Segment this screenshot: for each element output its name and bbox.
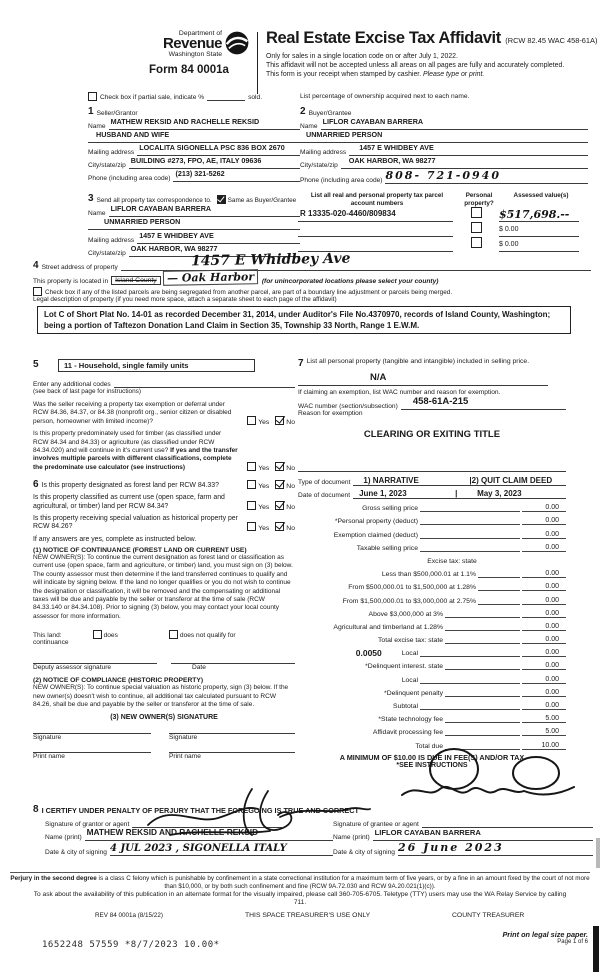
- tax-row-local: 0.0050 Local 0.00: [298, 644, 566, 657]
- grantor-signature-block: [33, 815, 333, 856]
- correspondence-section: [88, 192, 300, 257]
- notice1-title: (1) NOTICE OF CONTINUANCE (FOREST LAND OR CURRENT USE): [33, 546, 247, 554]
- date-of-document-label: Date of document: [298, 492, 351, 499]
- same-as-buyer-label: Same as Buyer/Grantee: [227, 197, 297, 204]
- seller-section-number: 1: [88, 106, 94, 117]
- personal-property-checkbox-2[interactable]: [471, 222, 482, 233]
- tax-row-total-due: Total due 10.00: [298, 736, 566, 749]
- type-of-document-label: Type of document: [298, 478, 351, 486]
- seller-city-label: City/state/zip: [88, 162, 126, 169]
- q1-yes-checkbox[interactable]: [247, 416, 256, 425]
- forest-land-question: 6 Is this property designated as forest land per RCW 84.33? Yes No: [33, 479, 295, 491]
- notice1-body: NEW OWNER(S): To continue the current designation as forest land or classification as current use (open space, farm and agriculture, or timber) land, you must sign on (3) below. The county assessor must then determine if the land transferred continues to qualify and will indicate by signing below. If the land no longer qualifies or you do not wish to continue the designation or classification, it will be removed and the compensating or additional taxes will be due and payable by the seller or transferor at the time of sale (RCW 84.33.140 or 84.34.108). Prior to signing (3) below, you may contact your local county assessor for more information.: [33, 553, 293, 620]
- this-land-label: This land:: [33, 632, 62, 640]
- grantee-date-label: Date & city of signing: [333, 849, 395, 856]
- assessed-value-3: $ 0.00: [499, 241, 519, 248]
- segregated-checkbox[interactable]: [33, 287, 42, 296]
- deputy-assessor-signature-field[interactable]: [33, 655, 157, 664]
- certify-statement: I CERTIFY UNDER PENALTY OF PERJURY THAT THE FOREGOING IS TRUE AND CORRECT: [41, 806, 359, 815]
- q2-yes-checkbox[interactable]: [247, 462, 256, 471]
- page-label: Page 1 of 6: [557, 939, 588, 945]
- rev-number: REV 84 0001a (8/15/22): [95, 912, 163, 919]
- notice2-body: NEW OWNER(S): To continue special valuation as historic property, sign (3) below. If the new owner(s) doesn't wish to continue, all additional tax calculated pursuant to RCW 84.26, shall be due and payable by the seller or transferor at the time of sale.: [33, 684, 289, 708]
- parcel-number-field-3[interactable]: [298, 233, 453, 252]
- correspondence-city-label: City/state/zip: [88, 250, 126, 257]
- treasurer-space-label: THIS SPACE TREASURER'S USE ONLY: [245, 912, 371, 919]
- parcel-col3-header: Assessed value(s): [513, 192, 569, 199]
- seller-phone-value: (213) 321-5262: [175, 169, 225, 178]
- perjury-note: Perjury in the second degree is a class C felony which is punishable by confinement in a state correctional institution for a maximum term of five years, or by a fine in an amount fixed by the court of not more than $10,000, or by both such confinement and fine (RCW 9A.72.030 and RCW 9A.20.021(1)(c)).: [10, 872, 590, 891]
- additional-codes-note: (see back of last page for instructions): [33, 388, 141, 395]
- personal-property-checkbox-1[interactable]: [471, 207, 482, 218]
- certify-section-number: 8: [33, 804, 39, 815]
- does-not-label: does not qualify for: [179, 632, 236, 640]
- grantor-date-value: 4 JUL 2023 , SIGONELLA ITALY: [109, 843, 287, 854]
- tax-row-personal: *Personal property (deduct) 0.00: [298, 512, 566, 525]
- land-use-code-box[interactable]: 11 - Household, single family units: [58, 359, 255, 372]
- header-note-3: This form is your receipt when stamped by cashier. Please type or print.: [266, 71, 485, 78]
- scan-artifact-bar-black: [593, 926, 599, 972]
- tax-row-state-technology-fee: *State technology fee 5.00: [298, 710, 566, 723]
- deputy-date-label: Date: [192, 664, 206, 672]
- left-column: [33, 359, 295, 763]
- buyer-heading: Buyer/Grantee: [308, 110, 352, 117]
- partial-sale-percent-field[interactable]: [207, 92, 245, 101]
- form-title: Real Estate Excise Tax Affidavit: [266, 29, 501, 47]
- located-in-label: This property is located in: [33, 278, 109, 285]
- buyer-city-value: OAK HARBOR, WA 98277: [348, 156, 436, 165]
- section7-number: 7: [298, 358, 304, 369]
- does-checkbox[interactable]: [93, 630, 102, 639]
- seller-heading: Seller/Grantor: [96, 110, 138, 117]
- tax-row-delinquent-interest-state: *Delinquent interest. state 0.00: [298, 657, 566, 670]
- print-note-block: [502, 930, 588, 945]
- street-address-value: 1457 E Whidbey Ave: [190, 250, 351, 270]
- partial-sale-sold-label: sold.: [248, 94, 263, 101]
- reason-for-exemption-value: CLEARING OR EXITING TITLE: [363, 429, 501, 440]
- additional-codes-label: Enter any additional codes: [33, 381, 111, 388]
- q6b-no-checkbox[interactable]: [275, 501, 284, 510]
- notice2-title: (2) NOTICE OF COMPLIANCE (HISTORIC PROPERTY): [33, 677, 204, 685]
- grantee-date-field[interactable]: [398, 837, 593, 856]
- legal-description-box: Lot C of Short Plat No. 14-01 as recorded December 31, 2014, under Auditor's File No.4370970, records of Island County, Washington; being a portion of Taftezon Donation Land Claim in Section 35, Township 33 North, Range 1 E.W.M.: [37, 306, 571, 334]
- seller-mailing-label: Mailing address: [88, 149, 135, 156]
- correspondence-heading: Send all property tax correspondence to.: [96, 197, 212, 204]
- correspondence-name-label: Name: [88, 210, 106, 217]
- buyer-name2-value: UNMARRIED PERSON: [306, 130, 383, 139]
- ownership-note: List percentage of ownership acquired next to each name.: [300, 93, 470, 100]
- print-name-field-2[interactable]: [169, 744, 295, 753]
- print-name-field-1[interactable]: [33, 744, 151, 753]
- tax-row-tier2: From $500,000.01 to $1,500,000 at 1.28% 0.00: [298, 578, 566, 591]
- grantee-name-label: Name (print): [333, 834, 370, 841]
- buyer-city-label: City/state/zip: [300, 162, 338, 169]
- header-divider: [257, 32, 258, 94]
- tax-row-tier3: From $1,500,000.01 to $3,000,000 at 2.75% 0.00: [298, 591, 566, 604]
- minimum-due-note: A MINIMUM OF $10.00 IS DUE IN FEE(S) AND/OR TAX: [339, 752, 525, 762]
- property-section-number: 4: [33, 260, 39, 271]
- segregated-label: Check box if any of the listed parcels are being segregated from another parcel, are part of a boundary line adjustment or parcels being merged.: [45, 289, 453, 296]
- exemption-deferral-question: Was the seller receiving a property tax exemption or deferral under RCW 84.36, 84.37, or 84.38 (nonprofit org., senior citizen or disabled person, homeowner with limited income)? Yes No: [33, 401, 295, 427]
- deputy-assessor-signature-label: Deputy assessor signature: [33, 664, 112, 672]
- q6a-no-checkbox[interactable]: [275, 480, 284, 489]
- grantor-name-value: MATHEW REKSID AND RACHELLE REKSID: [86, 827, 259, 837]
- date-of-document-field[interactable]: [353, 489, 566, 499]
- print-name-label-1: Print name: [33, 753, 65, 761]
- tty-note: To ask about the availability of this publication in an alternate format for the visually impaired, please call 360-705-6705. Teletype (TTY) users may use the WA Relay Service by calling 711.: [33, 891, 567, 907]
- tax-row-total-state: Total excise tax: state 0.00: [298, 631, 566, 644]
- wac-number-value: 458-61A-215: [412, 396, 469, 407]
- correspondence-city-value: OAK HARBOR, WA 98277: [130, 244, 218, 253]
- grantor-date-field[interactable]: [110, 837, 333, 856]
- date-of-document-value-1: June 1, 2023: [359, 489, 407, 498]
- tax-row-tier1: Less than $500,000.01 at 1.1% 0.00: [298, 565, 566, 578]
- county-treasurer-label: COUNTY TREASURER: [452, 912, 525, 919]
- q1-no-checkbox[interactable]: [275, 416, 284, 425]
- deputy-date-field[interactable]: [171, 655, 295, 664]
- located-note: (for unincorporated locations please select your county): [261, 278, 439, 285]
- buyer-phone-label: Phone (including area code): [300, 177, 383, 184]
- tax-row-tier4: Above $3,000,000 at 3% 0.00: [298, 605, 566, 618]
- type-of-document-value-1: 1) NARRATIVE: [363, 475, 419, 485]
- q6c-no-checkbox[interactable]: [275, 522, 284, 531]
- grantor-date-label: Date & city of signing: [45, 849, 107, 856]
- dept-line2: Revenue: [162, 35, 222, 52]
- right-column: [298, 358, 566, 769]
- dor-logo-icon: [224, 30, 250, 61]
- local-rate-value: 0.0050: [355, 648, 382, 659]
- treasurer-stamp: 1652248 57559 *8/7/2023 10.00*: [42, 940, 220, 950]
- scan-artifact-bar-gray: [596, 838, 600, 868]
- see-instructions-note: *SEE INSTRUCTIONS: [396, 761, 468, 769]
- seller-phone-label: Phone (including area code): [88, 175, 171, 182]
- new-owner-signature-field-2[interactable]: [169, 725, 295, 734]
- partial-sale-row: [88, 92, 283, 101]
- exemption-note: If claiming an exemption, list WAC number and reason for exemption.: [298, 389, 501, 396]
- tax-row-gross: Gross selling price 0.00: [298, 499, 566, 512]
- seller-city-value: BUILDING #273, FPO, AE, ITALY 09636: [130, 156, 262, 165]
- form-header-right: [266, 28, 598, 79]
- date-of-document-separator: |: [455, 489, 458, 498]
- new-owner-signature-field-1[interactable]: [33, 725, 151, 734]
- type-of-document-row: [298, 472, 566, 486]
- form-header-left: [128, 30, 250, 76]
- section6-number: 6: [33, 479, 39, 491]
- tax-row-delinquent-penalty: *Delinquent penalty 0.00: [298, 684, 566, 697]
- assessed-value-1: $517,698.--: [499, 208, 570, 221]
- parcel-col2-header: Personal property?: [464, 192, 494, 207]
- partial-sale-label: Check box if partial sale, indicate %: [100, 94, 205, 101]
- does-label: does: [103, 632, 118, 640]
- parcel-table: [298, 192, 590, 252]
- grantee-signature-block: [333, 815, 593, 856]
- date-of-document-value-2: May 3, 2023: [477, 489, 522, 498]
- does-not-checkbox[interactable]: [169, 630, 178, 639]
- q6c-yes-checkbox[interactable]: [247, 522, 256, 531]
- seller-mailing-value: LOCALITA SIGONELLA PSC 836 BOX 2670: [139, 143, 285, 152]
- grantor-name-label: Name (print): [45, 834, 82, 841]
- grantee-date-value: 26 June 2023: [397, 841, 504, 854]
- buyer-section-number: 2: [300, 106, 306, 117]
- new-owner-signature-title: (3) NEW OWNER(S) SIGNATURE: [110, 714, 218, 722]
- certification-section: [33, 803, 593, 856]
- timber-agriculture-question: Is this property predominately used for timber (as classified under RCW 84.34 and 84.33) or agriculture (as classified under RCW 84.34.020) and will continue in it's current use? If yes and the transfer involves multiple parcels with different classifications, complete the predominate use calculator (see instructions) Yes No: [33, 430, 295, 473]
- seller-name-label: Name: [88, 123, 106, 130]
- tax-row-taxable: Taxable selling price 0.00: [298, 539, 566, 552]
- partial-sale-checkbox[interactable]: [88, 92, 97, 101]
- continuance-label: continuance: [33, 639, 69, 647]
- assessed-value-field-3[interactable]: [499, 233, 579, 252]
- reason-for-exemption-label: Reason for exemption: [298, 410, 363, 417]
- section5-number: 5: [33, 359, 39, 370]
- buyer-name-value: LIFLOR CAYABAN BARRERA: [322, 117, 424, 126]
- seller-section: [88, 105, 300, 182]
- buyer-phone-value: 808- 721-0940: [385, 169, 501, 182]
- tax-row-affidavit-processing-fee: Affidavit processing fee 5.00: [298, 723, 566, 736]
- parcel-col1-header: List all real and personal property tax parcel account numbers: [310, 192, 444, 207]
- assessed-value-2: $ 0.00: [499, 226, 519, 233]
- personal-property-checkbox-3[interactable]: [471, 237, 482, 248]
- parcel-number-value: R 13335-020-4460/809834: [300, 209, 396, 218]
- buyer-section: [300, 105, 588, 184]
- type-of-document-field[interactable]: [353, 476, 566, 486]
- print-name-label-2: Print name: [169, 753, 201, 761]
- county-handwritten-value: — Oak Harbor: [163, 269, 258, 286]
- wac-number-field[interactable]: [401, 391, 566, 410]
- q6a-yes-checkbox[interactable]: [247, 480, 256, 489]
- dept-line3: Washington State: [168, 51, 222, 58]
- personal-property-heading: List all personal property (tangible and intangible) included in selling price.: [306, 358, 530, 365]
- signature-label-2: Signature: [169, 734, 198, 742]
- if-yes-instruction: If any answers are yes, complete as instructed below.: [33, 535, 197, 543]
- tax-row-subtotal: Subtotal 0.00: [298, 697, 566, 710]
- form-number: Form 84 0001a: [149, 64, 229, 76]
- this-land-row: [33, 625, 295, 639]
- grantee-name-value: LIFLOR CAYABAN BARRERA: [374, 828, 481, 837]
- historical-property-question: Is this property receiving special valuation as historical property per RCW 84.26? Yes No: [33, 515, 295, 532]
- buyer-mailing-label: Mailing address: [300, 149, 347, 156]
- additional-codes-field[interactable]: [114, 379, 295, 388]
- correspondence-mailing-label: Mailing address: [88, 237, 135, 244]
- header-note-2: This affidavit will not be accepted unless all areas on all pages are fully and accurately completed.: [266, 62, 565, 69]
- county-select[interactable]: Island County: [111, 276, 161, 285]
- seller-phone-field[interactable]: [173, 163, 300, 182]
- tax-row-excise-heading: Excise tax: state: [427, 557, 477, 565]
- seller-name-value: MATHEW REKSID AND RACHELLE REKSID: [110, 117, 260, 126]
- header-note-1: Only for sales in a single location code on or after July 1, 2022.: [266, 53, 458, 60]
- buyer-mailing-value: 1457 E WHIDBEY AVE: [359, 143, 434, 152]
- q2-no-checkbox[interactable]: [275, 462, 284, 471]
- signature-label-1: Signature: [33, 734, 62, 742]
- wac-number-label: WAC number (section/subsection): [298, 403, 398, 410]
- buyer-phone-field[interactable]: [385, 165, 588, 184]
- q6b-yes-checkbox[interactable]: [247, 501, 256, 510]
- correspondence-section-number: 3: [88, 193, 94, 204]
- correspondence-mailing-value: 1457 E WHIDBEY AVE: [139, 231, 214, 240]
- tax-row-agricultural: Agricultural and timberland at 1.28% 0.00: [298, 618, 566, 631]
- personal-property-value: N/A: [370, 372, 387, 383]
- type-of-document-value-2: |2) QUIT CLAIM DEED: [469, 475, 553, 485]
- excise-tax-table: [298, 499, 566, 750]
- current-use-question: Is this property classified as current use (open space, farm and agricultural, or timber) land per RCW 84.34? Yes No: [33, 494, 295, 512]
- grantee-signature-label: Signature of grantee or agent: [333, 821, 419, 828]
- correspondence-name2-value: UNMARRIED PERSON: [104, 217, 181, 226]
- dept-line1: Department of: [178, 30, 222, 37]
- correspondence-name-value: LIFLOR CAYABAN BARRERA: [110, 204, 212, 213]
- form-title-ref: (RCW 82.45 WAC 458-61A): [505, 36, 598, 45]
- print-note: Print on legal size paper.: [502, 930, 588, 939]
- buyer-name-label: Name: [300, 123, 318, 130]
- tax-row-delinquent-interest-local: Local 0.00: [298, 670, 566, 683]
- tax-row-exemption: Exemption claimed (deduct) 0.00: [298, 525, 566, 538]
- date-of-document-row: [298, 486, 566, 500]
- legal-description-label: Legal description of property (if you need more space, attach a separate sheet to each page of the affidavit): [33, 296, 337, 303]
- street-address-label: Street address of property: [41, 264, 118, 271]
- grantor-signature-label: Signature of grantor or agent: [45, 821, 130, 828]
- seller-name2-value: HUSBAND AND WIFE: [96, 130, 170, 139]
